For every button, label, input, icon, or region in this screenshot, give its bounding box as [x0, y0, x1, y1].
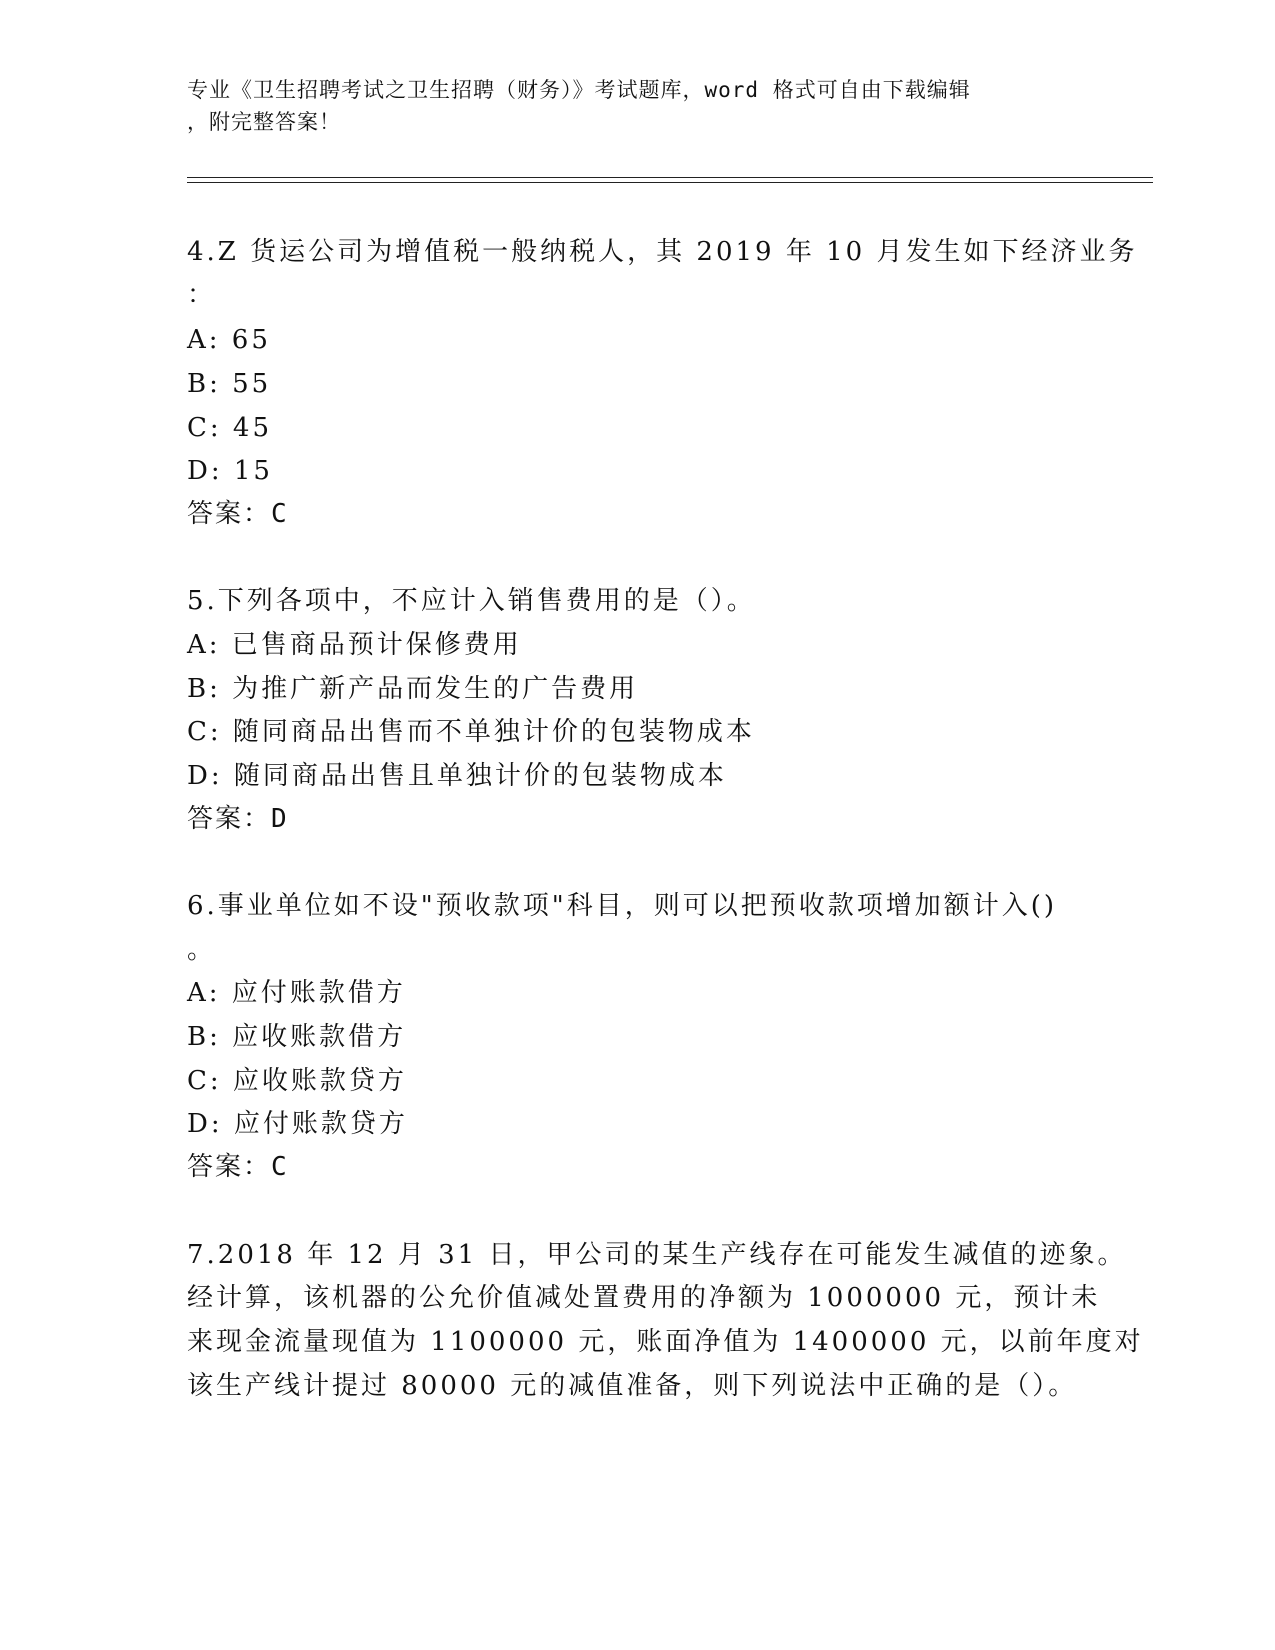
question-4-option-b: B: 55 — [187, 369, 272, 399]
question-5-option-c: C: 随同商品出售而不单独计价的包装物成本 — [187, 717, 755, 747]
question-4-option-d: D: 15 — [187, 456, 273, 486]
question-6-option-d: D: 应付账款贷方 — [187, 1109, 408, 1139]
question-4-stem-line-2: ： — [187, 280, 217, 310]
question-4-option-a: A: 65 — [187, 325, 271, 355]
header-line-1: 专业《卫生招聘考试之卫生招聘（财务）》考试题库，word 格式可自由下载编辑 — [187, 78, 971, 102]
question-5-option-b: B: 为推广新产品而发生的广告费用 — [187, 674, 639, 704]
question-7-stem-line-2: 经计算，该机器的公允价值减处置费用的净额为 1000000 元，预计未 — [187, 1283, 1101, 1313]
question-4-option-c: C: 45 — [187, 413, 273, 443]
question-5-option-d: D: 随同商品出售且单独计价的包装物成本 — [187, 761, 727, 791]
question-5-answer: 答案：D — [187, 804, 289, 834]
question-6-stem-line-2: 。 — [187, 935, 217, 965]
question-6-stem-line-1: 6.事业单位如不设"预收款项"科目，则可以把预收款项增加额计入() — [187, 891, 1058, 921]
question-6-answer: 答案：C — [187, 1152, 289, 1182]
header-line-2: ，附完整答案！ — [187, 110, 341, 134]
header-divider-bottom — [187, 182, 1153, 183]
question-6-option-a: A: 应付账款借方 — [187, 978, 406, 1008]
question-7-stem-line-3: 来现金流量现值为 1100000 元，账面净值为 1400000 元，以前年度对 — [187, 1327, 1144, 1357]
document-header — [187, 74, 1067, 138]
question-6-option-c: C: 应收账款贷方 — [187, 1066, 407, 1096]
question-7-stem-line-1: 7.2018 年 12 月 31 日，甲公司的某生产线存在可能发生减值的迹象。 — [187, 1240, 1127, 1270]
question-4-answer: 答案：C — [187, 499, 289, 529]
question-5-option-a: A: 已售商品预计保修费用 — [187, 630, 522, 660]
question-6-option-b: B: 应收账款借方 — [187, 1022, 407, 1052]
header-divider-top — [187, 177, 1153, 178]
question-5-stem-line-1: 5.下列各项中，不应计入销售费用的是（）。 — [187, 586, 756, 616]
question-4-stem-line-1: 4.Z 货运公司为增值税一般纳税人，其 2019 年 10 月发生如下经济业务 — [187, 237, 1138, 267]
question-7-stem-line-4: 该生产线计提过 80000 元的减值准备，则下列说法中正确的是（）。 — [187, 1371, 1078, 1401]
